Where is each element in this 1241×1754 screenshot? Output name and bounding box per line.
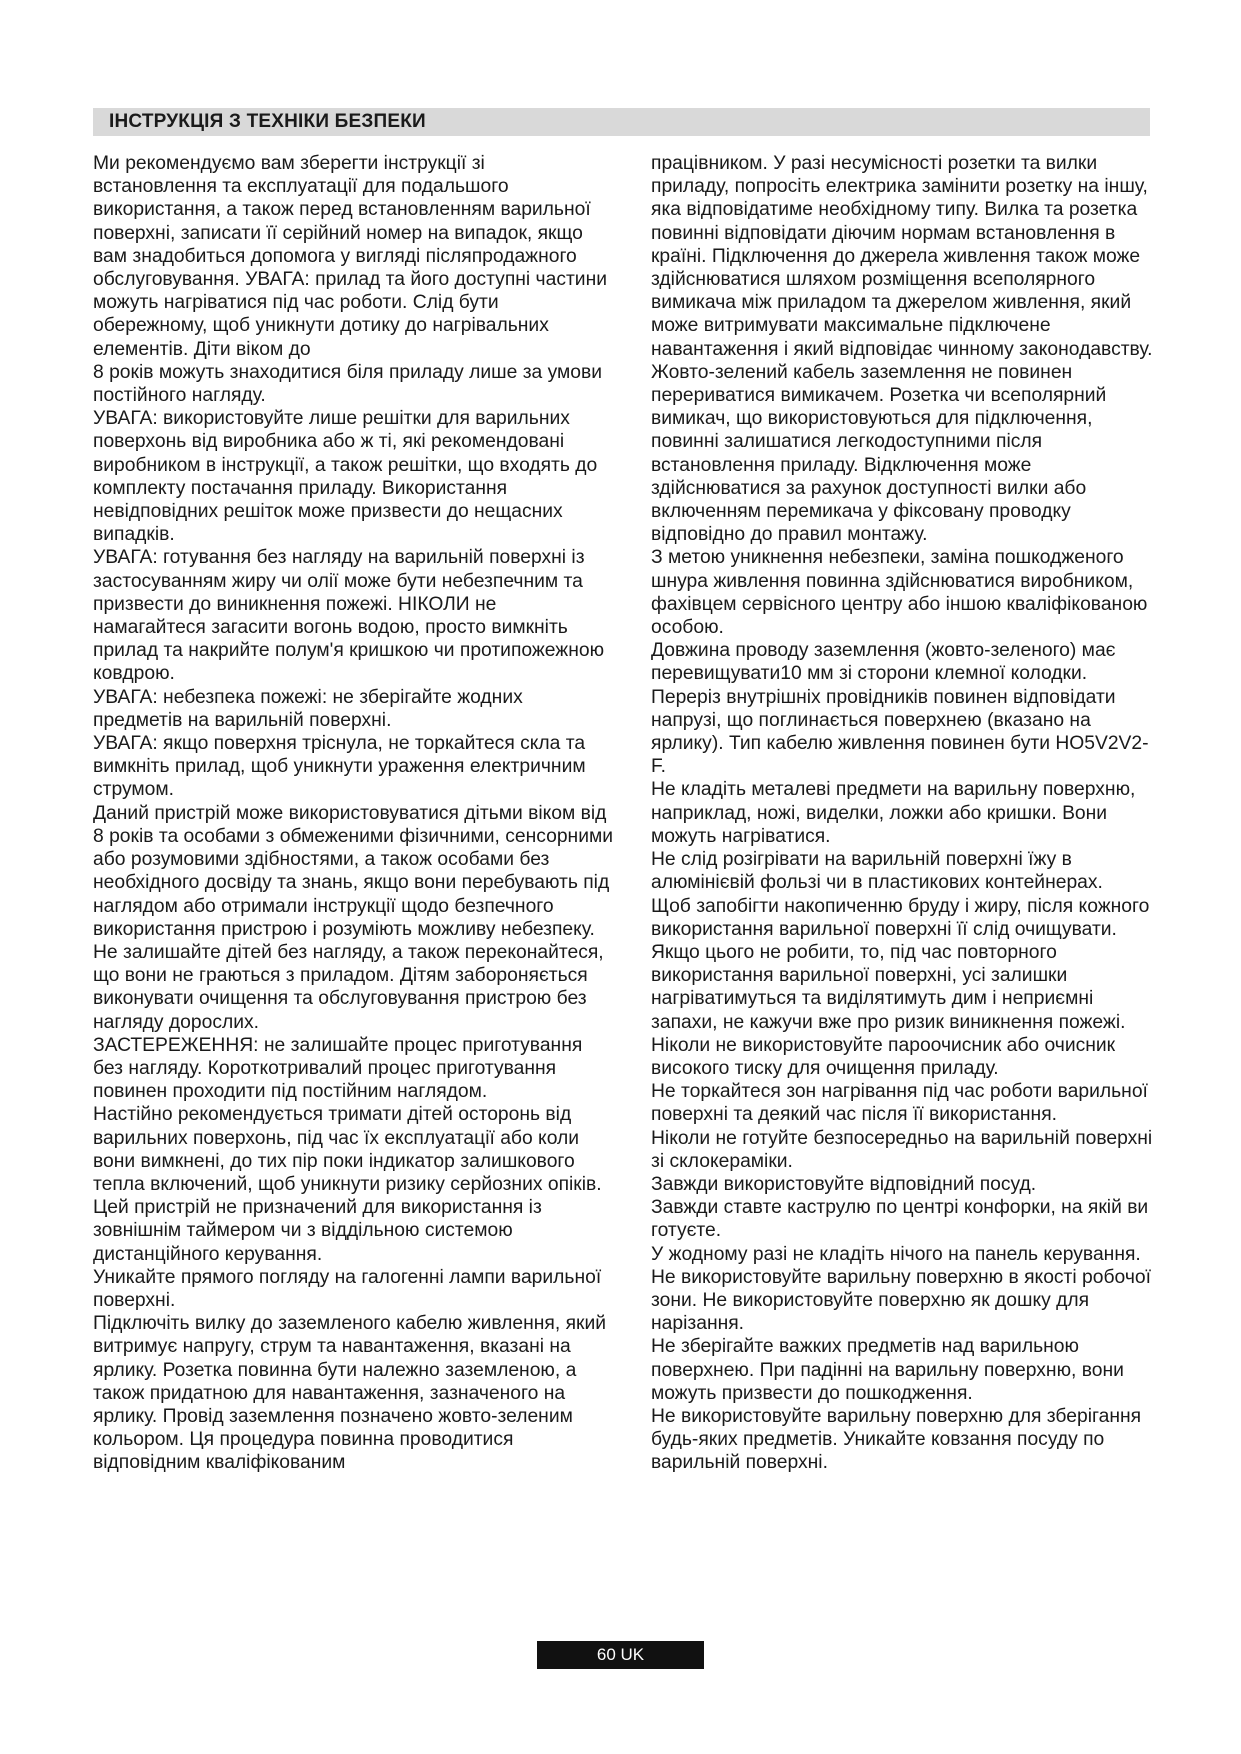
paragraph: Уникайте прямого погляду на галогенні лампи варильної поверхні. [93, 1266, 602, 1311]
section-title: ІНСТРУКЦІЯ З ТЕХНІКИ БЕЗПЕКИ [109, 111, 426, 132]
paragraph: У жодному разі не кладіть нічого на панель керування. Не використовуйте варильну поверхню в якості робочої зони. Не використовуйте поверхню як дошку для нарізання. [651, 1243, 1151, 1335]
paragraph: Завжди ставте каструлю по центрі конфорки, на якій ви готуєте. [651, 1197, 1149, 1242]
paragraph: Не кладіть металеві предмети на варильну поверхню, наприклад, ножі, виделки, ложки або кришки. Вони можуть нагріватися. [651, 779, 1136, 847]
paragraph: Настійно рекомендується тримати дітей осторонь від варильних поверхонь, під час їх експлуатації або коли вони вимкнені, до тих пір поки індикатор залишкового тепла включений, щоб уникнути ризику серйозних опіків. [93, 1104, 602, 1195]
paragraph: Ніколи не використовуйте пароочисник або очисник високого тиску для очищення приладу. [651, 1034, 1116, 1079]
paragraph: Не використовуйте варильну поверхню для зберігання будь-яких предметів. Уникайте ковзання посуду по варильній поверхні. [651, 1405, 1142, 1474]
paragraph: Не слід розігрівати на варильній поверхні їжу в алюмінієвій фользі чи в пластикових контейнерах. [651, 849, 1103, 894]
paragraph: Не зберігайте важких предметів над варильною поверхнею. При падінні на варильну поверхню, вони можуть призвести до пошкодження. [651, 1336, 1124, 1404]
paragraph: ЗАСТЕРЕЖЕННЯ: не залишайте процес приготування без нагляду. Короткотривалий процес приготування повинен проходити під постійним наглядом. [93, 1034, 583, 1103]
paragraph: З метою уникнення небезпеки, заміна пошкодженого шнура живлення повинна здійснюватися виробником, фахівцем сервісного центру або іншою кваліфікованою особою. [651, 547, 1148, 639]
paragraph: Жовто-зелений кабель заземлення не повинен перериватися вимикачем. Розетка чи всеполярний вимикач, що використовуються для підключення, повинні залишатися легкодоступними після встановлення приладу. Відключення може здійснюватися за рахунок доступності вилки або включенням перемикача у фіксовану проводку відповідно до правил монтажу. [651, 361, 1107, 546]
paragraph: Завжди використовуйте відповідний посуд. [651, 1173, 1037, 1195]
paragraph: 8 років можуть знаходитися біля приладу лише за умови постійного нагляду. [93, 361, 603, 407]
page-number: 60 UK [537, 1641, 704, 1669]
paragraph: Не торкайтеся зон нагрівання під час роботи варильної поверхні та деякий час після її використання. [651, 1081, 1148, 1126]
paragraph: УВАГА: небезпека пожежі: не зберігайте жодних предметів на варильній поверхні. [93, 686, 523, 731]
paragraph: Щоб запобігти накопиченню бруду і жиру, після кожного використання варильної поверхні її слід очищувати. Якщо цього не робити, то, під час повторного використання варильної поверхні, усі залишки нагріватимуться та виділятимуть дим і неприємні запахи, не кажучи вже про ризик виникнення пожежі. [651, 895, 1150, 1033]
paragraph: УВАГА: якщо поверхня тріснула, не торкайтеся скла та вимкніть прилад, щоб уникнути ураження електричним струмом. [93, 733, 586, 801]
paragraph: працівником. У разі несумісності розетки та вилки приладу, попросіть електрика замінити розетку на іншу, яка відповідатиме необхідному типу. Вилка та розетка повинні відповідати діючим нормам встановлення в країні. Підключення до джерела живлення також може здійснюватися шляхом розміщення всеполярного вимикача між приладом та джерелом живлення, який може витримувати максимальне підключене навантаження і який відповідає чинному законодавству. [651, 153, 1153, 360]
paragraph: Ніколи не готуйте безпосередньо на варильній поверхні зі склокераміки. [651, 1127, 1153, 1172]
paragraph: УВАГА: використовуйте лише решітки для варильних поверхонь від виробника або ж ті, які рекомендовані виробником в інструкції, а також решітки, що входять до комплекту постачання приладу. Використання невідповідних решіток може призвести до нещасних випадків. [93, 408, 598, 546]
left-column [93, 152, 613, 1475]
right-column [651, 152, 1161, 1475]
paragraph: Підключіть вилку до заземленого кабелю живлення, який витримує напругу, струм та навантаження, вказані на ярлику. Розетка повинна бути належно заземленою, а також придатною для навантаження, зазначеного на ярлику. Провід заземлення позначено жовто-зеленим кольором. Ця процедура повинна проводитися відповідним кваліфікованим [93, 1313, 606, 1474]
paragraph: Ми рекомендуємо вам зберегти інструкції зі встановлення та експлуатації для подальшого використання, а також перед встановленням варильної поверхні, записати її серійний номер на випадок, якщо вам знадобиться допомога у вигляді післяпродажного обслуговування. УВАГА: прилад та його доступні частини можуть нагріватися під час роботи. Слід бути обережному, щоб уникнути дотику до нагрівальних елементів. Діти віком до [93, 153, 607, 360]
paragraph: Даний пристрій може використовуватися дітьми віком від [93, 802, 607, 824]
paragraph: УВАГА: готування без нагляду на варильній поверхні із застосуванням жиру чи олії може бути небезпечним та призвести до виникнення пожежі. НІКОЛИ не намагайтеся загасити вогонь водою, просто вимкніть прилад та накрийте полум'я кришкою чи протипожежною ковдрою. [93, 547, 605, 685]
paragraph: 8 років та особами з обмеженими фізичними, сенсорними або розумовими здібностями, а також особами без необхідного досвіду та знань, якщо вони перебувають під наглядом або отримали інструкції щодо безпечного використання пристрою і розуміють можливу небезпеку. Не залишайте дітей без нагляду, а також переконайтеся, що вони не граються з приладом. Дітям забороняється виконувати очищення та обслуговування пристрою без нагляду дорослих. [93, 825, 614, 1033]
paragraph: Цей пристрій не призначений для використання із зовнішнім таймером чи з віддільною системою дистанційного керування. [93, 1197, 542, 1265]
paragraph: Довжина проводу заземлення (жовто-зеленого) має перевищувати10 мм зі сторони клемної колодки. Переріз внутрішніх провідників повинен відповідати напрузі, що поглинається поверхнею (вказано на ярлику). Тип кабелю живлення повинен бути HO5V2V2-F. [651, 640, 1149, 778]
section-header-bar [93, 108, 1150, 136]
